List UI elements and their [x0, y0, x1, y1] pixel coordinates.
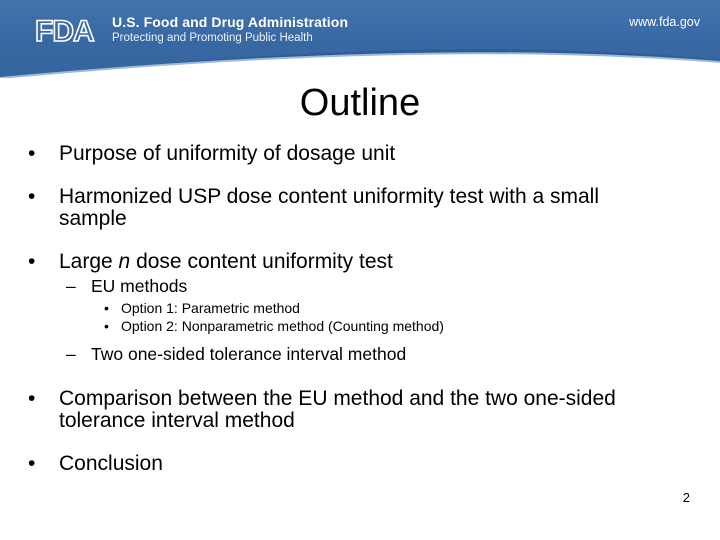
bullet-text-suffix: dose content uniformity test	[130, 250, 393, 273]
bullet-marker: •	[104, 300, 109, 316]
bullet-marker: •	[104, 318, 109, 334]
page-number: 2	[682, 490, 690, 505]
agency-name: U.S. Food and Drug Administration	[112, 14, 349, 30]
bullet-marker: •	[28, 250, 36, 273]
fda-logo-icon	[34, 14, 104, 46]
sub-sub-bullet-option-1	[28, 299, 698, 317]
sub-sub-bullet-text: Option 1: Parametric method	[121, 300, 300, 316]
bullet-text-line-2: sample	[59, 207, 127, 230]
bullet-purpose	[28, 143, 698, 165]
bullet-text-line-1: Comparison between the EU method and the two one-sided	[59, 387, 616, 410]
bullet-marker: •	[28, 387, 36, 410]
bullet-text-prefix: Large	[59, 250, 119, 273]
svg-text:FDA: FDA	[35, 15, 94, 46]
slide-title: Outline	[299, 82, 421, 124]
bullet-text: Purpose of uniformity of dosage unit	[59, 142, 396, 165]
bullet-harmonized-usp	[28, 186, 698, 230]
sub-bullet-text: EU methods	[91, 276, 188, 296]
banner-swoosh	[0, 0, 720, 78]
bullet-marker: •	[28, 185, 36, 208]
header-banner	[0, 0, 720, 78]
bullet-text-line-1: Harmonized USP dose content uniformity test with a small	[59, 185, 600, 208]
bullet-conclusion	[28, 453, 698, 475]
bullet-text-italic-n: n	[118, 250, 131, 273]
bullet-text-line-2: tolerance interval method	[59, 409, 295, 432]
bullet-text: Conclusion	[59, 452, 163, 475]
bullet-large-n	[28, 251, 698, 273]
website-link[interactable]: www.fda.gov	[629, 15, 700, 29]
sub-bullet-eu-methods	[28, 276, 698, 296]
sub-bullet-text: Two one-sided tolerance interval method	[91, 344, 407, 364]
bullet-comparison	[28, 388, 698, 432]
outline-list	[28, 143, 698, 475]
sub-sub-bullet-option-2	[28, 317, 698, 335]
bullet-marker: •	[28, 142, 36, 165]
dash-marker: –	[66, 276, 76, 296]
sub-bullet-tolerance-interval	[28, 344, 698, 364]
agency-block	[112, 14, 348, 46]
dash-marker: –	[66, 344, 76, 364]
agency-tagline: Protecting and Promoting Public Health	[112, 32, 313, 44]
sub-sub-bullet-text: Option 2: Nonparametric method (Counting method)	[121, 318, 444, 334]
bullet-marker: •	[28, 452, 36, 475]
